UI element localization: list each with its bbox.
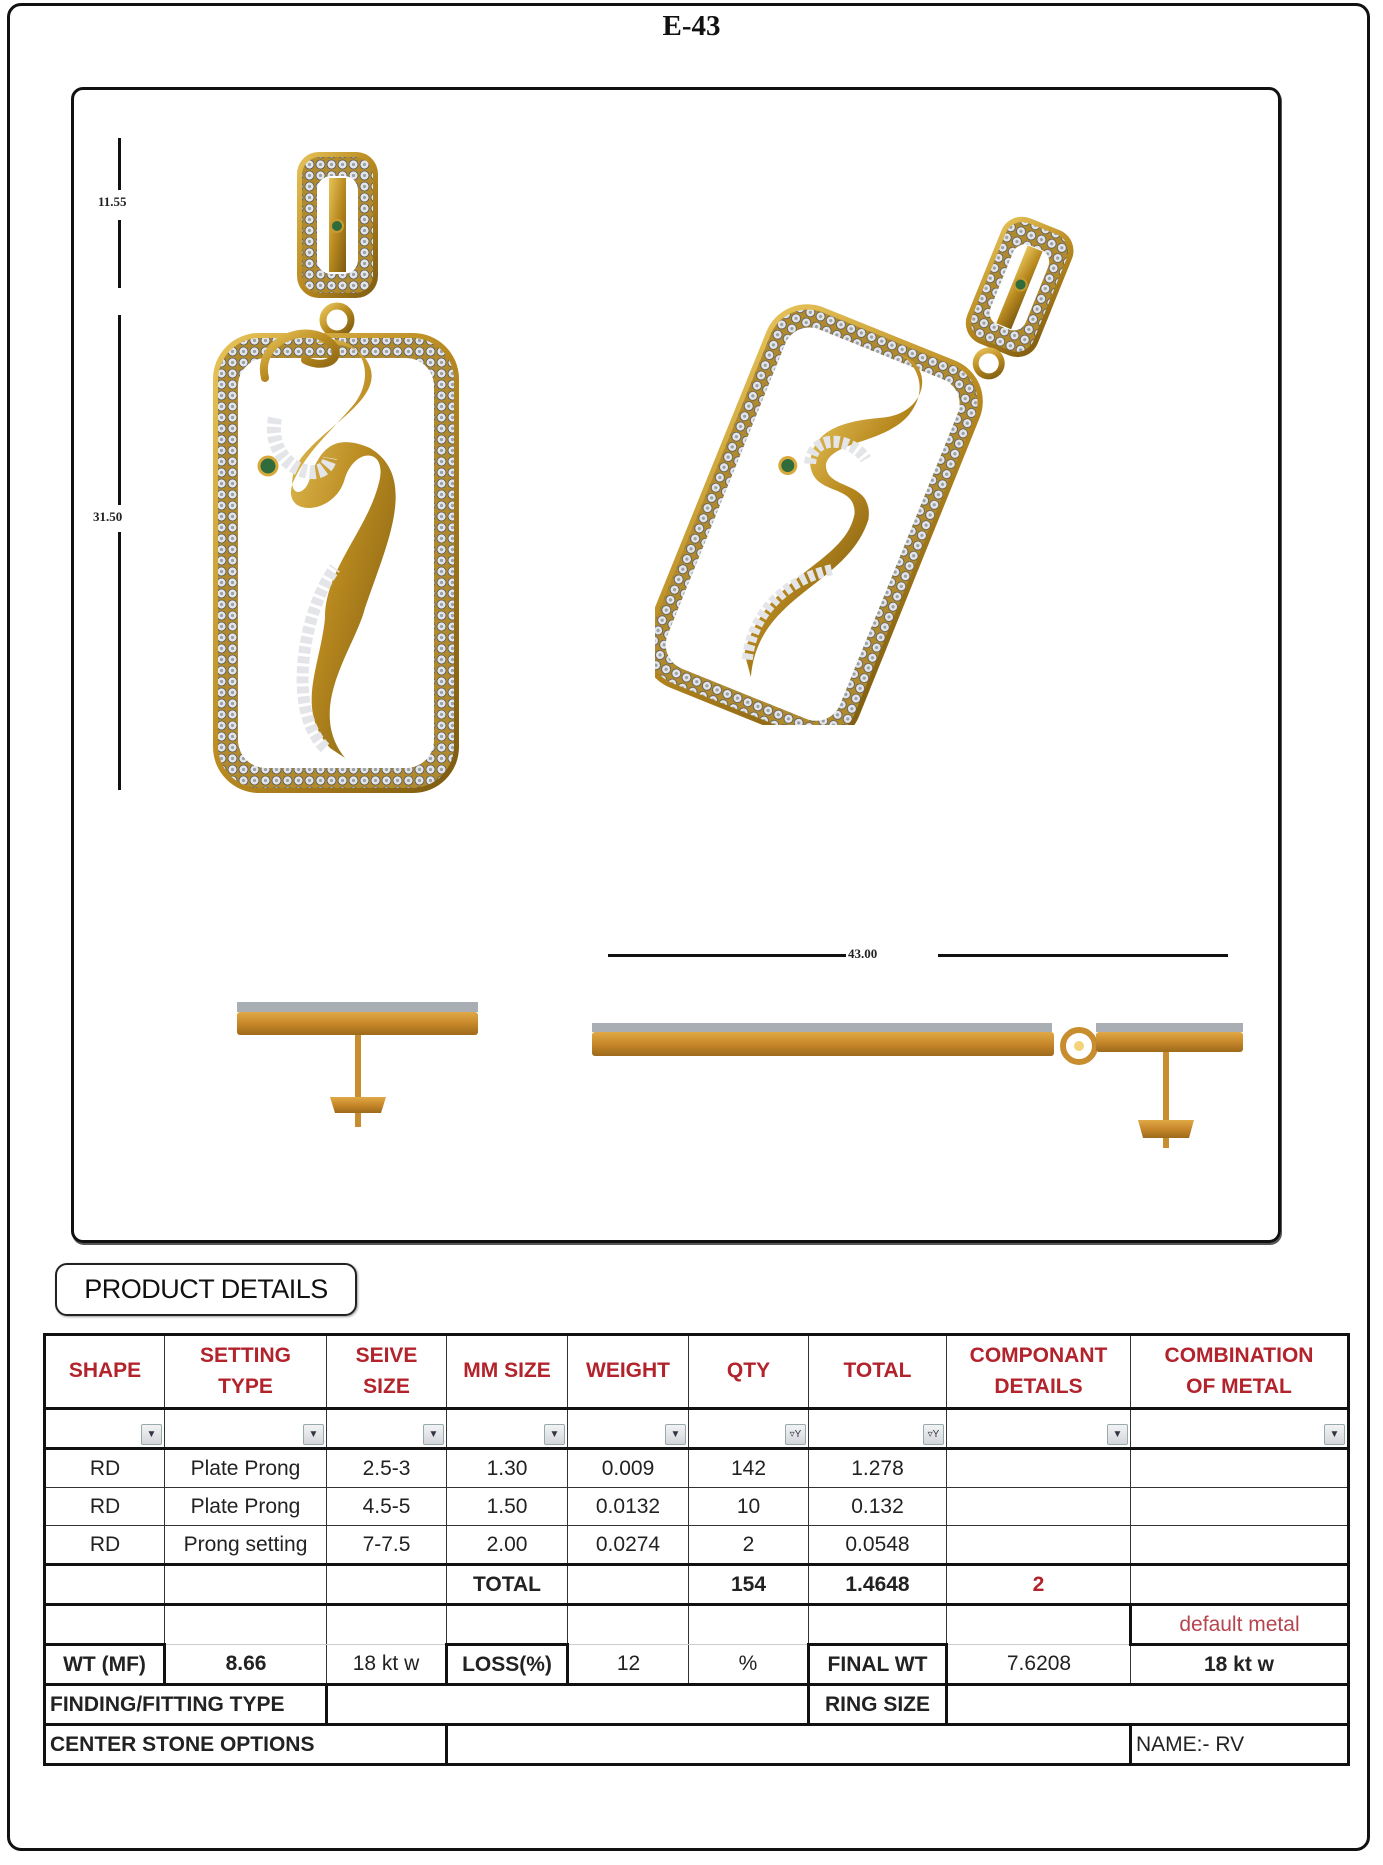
column-header-combination-of-metal: COMBINATION OF METAL <box>1131 1335 1349 1409</box>
cell-seive-size: 7-7.5 <box>327 1526 447 1565</box>
loss-label: LOSS(%) <box>447 1645 568 1685</box>
cell-setting-type: Prong setting <box>165 1526 327 1565</box>
cell-total: 0.132 <box>809 1488 947 1526</box>
filter-funnel-icon-total[interactable]: ▿Y <box>923 1424 944 1445</box>
table-header-row <box>45 1335 1349 1409</box>
column-header-shape: SHAPE <box>45 1335 165 1409</box>
loss-unit: % <box>689 1645 809 1685</box>
finding-fitting-type-value <box>327 1685 809 1725</box>
center-stone-row <box>45 1725 1349 1765</box>
totals-qty: 154 <box>689 1565 809 1605</box>
cell-shape: RD <box>45 1449 165 1488</box>
column-header-seive-size: SEIVE SIZE <box>327 1335 447 1409</box>
wt-mf-value: 8.66 <box>165 1645 327 1685</box>
finding-fitting-type-label: FINDING/FITTING TYPE <box>45 1685 327 1725</box>
cell-metal <box>1131 1526 1349 1565</box>
center-stone-options-value <box>447 1725 1131 1765</box>
center-stone-options-label: CENTER STONE OPTIONS <box>45 1725 447 1765</box>
metal-karat: 18 kt w <box>327 1645 447 1685</box>
cell-seive-size: 4.5-5 <box>327 1488 447 1526</box>
filter-dropdown-setting-type[interactable]: ▼ <box>303 1424 324 1445</box>
design-code-title: E-43 <box>662 10 721 42</box>
designer-name: NAME:- RV <box>1131 1725 1349 1765</box>
cell-qty: 2 <box>689 1526 809 1565</box>
loss-value: 12 <box>568 1645 689 1685</box>
side-view-long-image <box>592 1016 1247 1151</box>
dimension-body-height: 31.50 <box>93 509 123 524</box>
ring-size-value <box>947 1685 1349 1725</box>
column-header-qty: QTY <box>689 1335 809 1409</box>
cell-shape: RD <box>45 1526 165 1565</box>
column-header-componant-details: COMPONANT DETAILS <box>947 1335 1131 1409</box>
cell-qty: 142 <box>689 1449 809 1488</box>
cell-total: 0.0548 <box>809 1526 947 1565</box>
cell-weight: 0.009 <box>568 1449 689 1488</box>
cell-seive-size: 2.5-3 <box>327 1449 447 1488</box>
column-header-mm-size: MM SIZE <box>447 1335 568 1409</box>
dimension-line-bail-top <box>118 138 121 190</box>
perspective-view-image <box>655 190 1095 725</box>
column-header-weight: WEIGHT <box>568 1335 689 1409</box>
dimension-line-body-top <box>118 315 121 505</box>
metal-note-row <box>45 1605 1349 1645</box>
dimension-bail-height: 11.55 <box>98 194 127 209</box>
cell-weight: 0.0132 <box>568 1488 689 1526</box>
totals-row <box>45 1565 1349 1605</box>
totals-weight: 1.4648 <box>809 1565 947 1605</box>
finding-row <box>45 1685 1349 1725</box>
cell-metal <box>1131 1488 1349 1526</box>
dimension-line-body-bottom <box>118 532 121 790</box>
cell-componant <box>947 1488 1131 1526</box>
dimension-total-length: 43.00 <box>848 946 878 961</box>
ring-size-label: RING SIZE <box>809 1685 947 1725</box>
product-details-table <box>43 1333 1350 1766</box>
table-row <box>45 1449 1349 1488</box>
weight-row <box>45 1645 1349 1685</box>
wt-mf-label: WT (MF) <box>45 1645 165 1685</box>
cell-mm-size: 1.50 <box>447 1488 568 1526</box>
cell-setting-type: Plate Prong <box>165 1449 327 1488</box>
dimension-line-length-right <box>938 954 1228 957</box>
final-metal: 18 kt w <box>1131 1645 1349 1685</box>
totals-label: TOTAL <box>447 1565 568 1605</box>
dimension-line-bail-bottom <box>118 220 121 288</box>
cell-qty: 10 <box>689 1488 809 1526</box>
filter-dropdown-weight[interactable]: ▼ <box>665 1424 686 1445</box>
cell-shape: RD <box>45 1488 165 1526</box>
dimension-line-length-left <box>608 954 846 957</box>
table-row <box>45 1526 1349 1565</box>
default-metal-note: default metal <box>1131 1605 1349 1645</box>
totals-componant: 2 <box>947 1565 1131 1605</box>
filter-row <box>45 1409 1349 1449</box>
filter-funnel-icon-qty[interactable]: ▿Y <box>785 1424 806 1445</box>
cell-metal <box>1131 1449 1349 1488</box>
filter-dropdown-shape[interactable]: ▼ <box>141 1424 162 1445</box>
cell-mm-size: 1.30 <box>447 1449 568 1488</box>
cell-weight: 0.0274 <box>568 1526 689 1565</box>
cell-setting-type: Plate Prong <box>165 1488 327 1526</box>
product-details-heading: PRODUCT DETAILS <box>55 1263 357 1316</box>
column-header-setting-type: SETTING TYPE <box>165 1335 327 1409</box>
filter-dropdown-componant[interactable]: ▼ <box>1107 1424 1128 1445</box>
final-wt-label: FINAL WT <box>809 1645 947 1685</box>
table-row <box>45 1488 1349 1526</box>
cell-componant <box>947 1449 1131 1488</box>
cell-mm-size: 2.00 <box>447 1526 568 1565</box>
filter-dropdown-metal[interactable]: ▼ <box>1324 1424 1345 1445</box>
front-view-image <box>205 148 470 803</box>
filter-dropdown-seive-size[interactable]: ▼ <box>423 1424 444 1445</box>
column-header-total: TOTAL <box>809 1335 947 1409</box>
final-wt-value: 7.6208 <box>947 1645 1131 1685</box>
cell-componant <box>947 1526 1131 1565</box>
filter-dropdown-mm-size[interactable]: ▼ <box>544 1424 565 1445</box>
cell-total: 1.278 <box>809 1449 947 1488</box>
side-view-short-image <box>237 995 482 1130</box>
